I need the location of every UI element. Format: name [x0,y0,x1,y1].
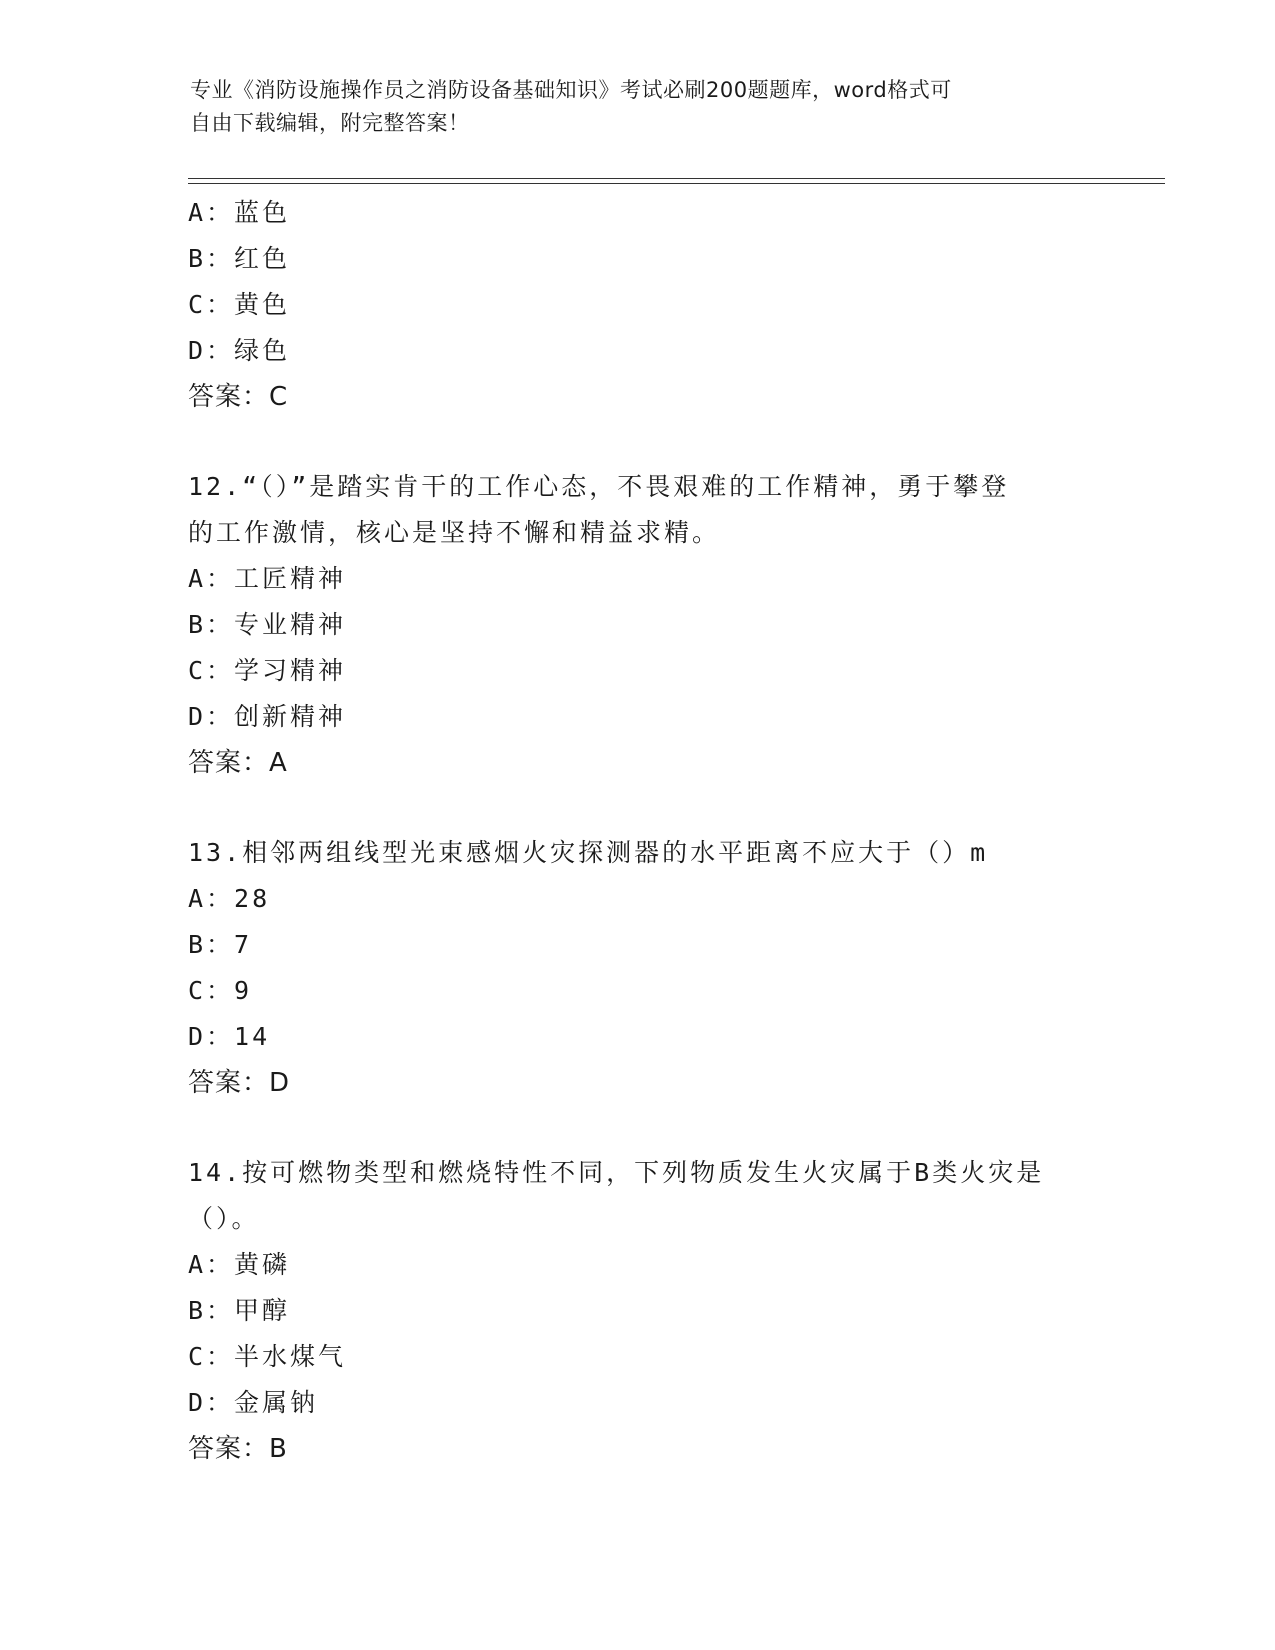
question-11 [188,190,1088,420]
question-stem-continued: 的工作激情，核心是坚持不懈和精益求精。 [188,518,721,547]
option-c: C：学习精神 [188,656,347,685]
question-stem: 12.“（）”是踏实肯干的工作心态，不畏艰难的工作精神，勇于攀登 [188,472,1010,501]
question-stem: 13.相邻两组线型光束感烟火灾探测器的水平距离不应大于（）m [188,838,989,867]
question-13 [188,830,1088,1106]
answer-line: 答案：C [188,382,289,412]
answer-line: 答案：A [188,748,288,778]
question-12 [188,464,1088,786]
option-a: A：黄磷 [188,1250,291,1279]
spacer [188,1106,1088,1150]
option-b: B：甲醇 [188,1296,291,1325]
header-title-line-2: 自由下载编辑，附完整答案！ [190,111,470,135]
option-a: A：28 [188,884,271,913]
answer-line: 答案：D [188,1068,291,1098]
question-list [188,190,1088,1472]
question-14 [188,1150,1088,1472]
option-d: D：创新精神 [188,702,347,731]
question-stem-continued: （）。 [188,1204,260,1233]
question-stem: 14.按可燃物类型和燃烧特性不同，下列物质发生火灾属于B类火灾是 [188,1158,1045,1187]
option-b: B：7 [188,930,253,959]
option-b: B：专业精神 [188,610,347,639]
option-d: D：14 [188,1022,271,1051]
header-divider-bottom [188,183,1165,184]
document-header [190,74,1090,140]
answer-line: 答案：B [188,1434,288,1464]
option-d: D：绿色 [188,336,291,365]
option-b: B：红色 [188,244,291,273]
option-c: C：半水煤气 [188,1342,347,1371]
option-a: A：工匠精神 [188,564,347,593]
spacer [188,420,1088,464]
option-c: C：黄色 [188,290,291,319]
option-d: D：金属钠 [188,1388,319,1417]
option-c: C：9 [188,976,253,1005]
option-a: A：蓝色 [188,198,291,227]
spacer [188,786,1088,830]
header-divider-top [188,178,1165,179]
header-title-line-1: 专业《消防设施操作员之消防设备基础知识》考试必刷200题题库，word格式可 [190,78,952,102]
